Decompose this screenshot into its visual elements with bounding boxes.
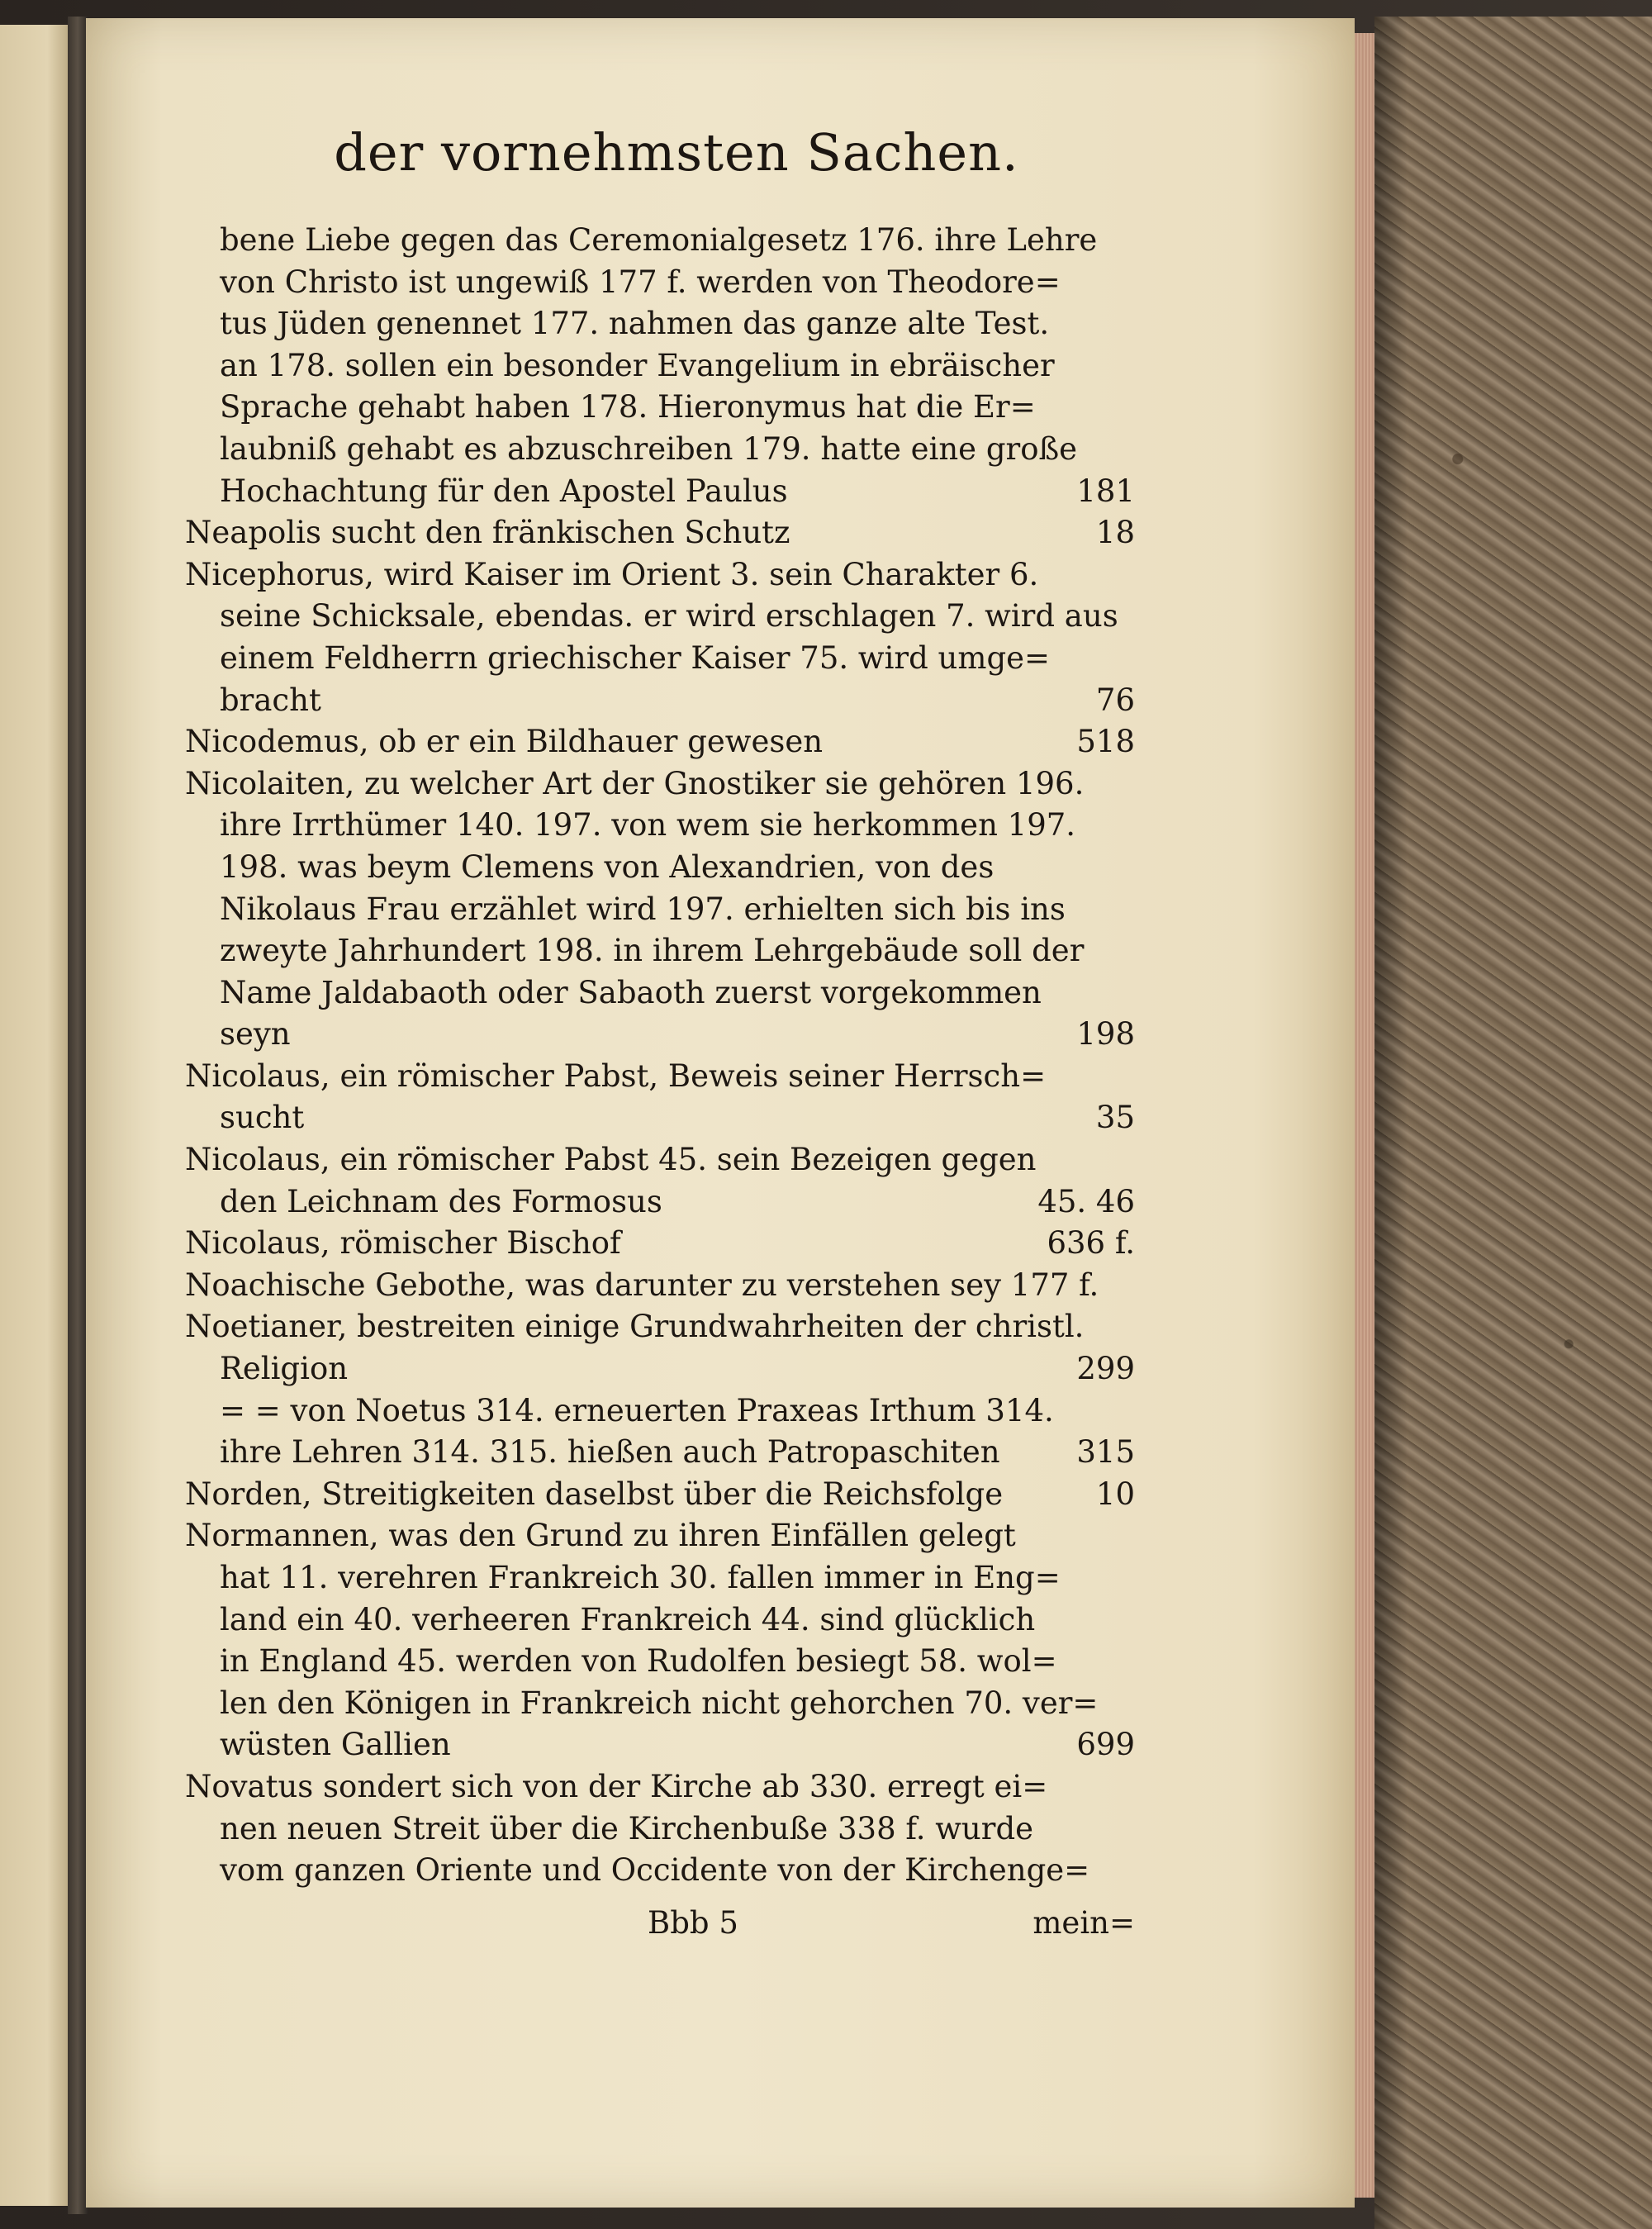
index-line bbox=[185, 262, 1135, 304]
index-line-text: zweyte Jahrhundert 198. in ihrem Lehrgebäude soll der bbox=[220, 933, 1085, 969]
index-line-text: den Leichnam des Formosus bbox=[220, 1183, 662, 1219]
index-line bbox=[185, 1348, 1135, 1390]
index-line bbox=[185, 1557, 1135, 1599]
index-line-text: wüsten Gallien bbox=[220, 1727, 451, 1763]
index-line-text: an 178. sollen ein besonder Evangelium in ebräischer bbox=[220, 347, 1055, 383]
index-line-text: laubniß gehabt es abzuschreiben 179. hatte eine große bbox=[220, 430, 1078, 467]
page-reference: 699 bbox=[1076, 1727, 1135, 1763]
index-line bbox=[185, 345, 1135, 387]
page-footer bbox=[185, 1899, 1135, 1948]
index-line-text: Name Jaldabaoth oder Sabaoth zuerst vorgekommen bbox=[220, 974, 1042, 1010]
page-reference: 45. 46 bbox=[1037, 1183, 1135, 1219]
index-line-text: bracht bbox=[220, 682, 321, 718]
index-line-text: Neapolis sucht den fränkischen Schutz bbox=[185, 515, 790, 551]
index-line bbox=[185, 1474, 1135, 1516]
index-line bbox=[185, 1223, 1135, 1265]
index-line bbox=[185, 512, 1135, 554]
book-gutter bbox=[68, 17, 88, 2214]
index-line bbox=[185, 1390, 1135, 1433]
index-line-text: tus Jüden genennet 177. nahmen das ganze alte Test. bbox=[220, 306, 1050, 342]
index-line-text: Noetianer, bestreiten einige Grundwahrheiten der christl. bbox=[185, 1309, 1085, 1345]
index-line-text: nen neuen Streit über die Kirchenbuße 338 f. wurde bbox=[220, 1810, 1034, 1846]
index-line bbox=[185, 1808, 1135, 1851]
book-cover bbox=[1374, 17, 1652, 2229]
index-line-text: Norden, Streitigkeiten daselbst über die Reichsfolge bbox=[185, 1476, 1004, 1512]
index-line bbox=[185, 429, 1135, 471]
index-line-text: seyn bbox=[220, 1016, 291, 1053]
page-block-edge bbox=[1355, 33, 1374, 2198]
index-line bbox=[185, 1850, 1135, 1892]
index-line bbox=[185, 1599, 1135, 1642]
page-reference: 518 bbox=[1076, 724, 1135, 760]
index-line bbox=[185, 680, 1135, 722]
index-line-text: bene Liebe gegen das Ceremonialgesetz 176. ihre Lehre bbox=[220, 222, 1098, 258]
page-reference: 18 bbox=[1095, 515, 1135, 551]
index-line bbox=[185, 596, 1135, 638]
index-line bbox=[185, 972, 1135, 1015]
index-line-text: sucht bbox=[220, 1100, 305, 1136]
page-reference: 315 bbox=[1076, 1434, 1135, 1471]
index-line bbox=[185, 1056, 1135, 1098]
index-line-text: Hochachtung für den Apostel Paulus bbox=[220, 473, 788, 509]
catchword: mein= bbox=[1032, 1904, 1135, 1941]
index-line-text: Nikolaus Frau erzählet wird 197. erhielten sich bis ins bbox=[220, 891, 1066, 927]
index-line bbox=[185, 1097, 1135, 1139]
index-line bbox=[185, 1766, 1135, 1808]
index-line-text: = = von Noetus 314. erneuerten Praxeas Irthum 314. bbox=[220, 1392, 1054, 1428]
index-line-text: vom ganzen Oriente und Occidente von der Kirchenge= bbox=[220, 1852, 1090, 1889]
page-reference: 10 bbox=[1095, 1476, 1135, 1512]
index-line-text: von Christo ist ungewiß 177 f. werden von Theodore= bbox=[220, 264, 1061, 300]
index-line-text: Nicolaus, ein römischer Pabst 45. sein Bezeigen gegen bbox=[185, 1142, 1037, 1178]
index-line bbox=[185, 847, 1135, 889]
index-line-text: 198. was beym Clemens von Alexandrien, von des bbox=[220, 848, 995, 885]
index-line-text: Religion bbox=[220, 1351, 349, 1387]
index-line-text: Noachische Gebothe, was darunter zu verstehen sey 177 f. bbox=[185, 1267, 1099, 1303]
index-line-text: Sprache gehabt haben 178. Hieronymus hat die Er= bbox=[220, 389, 1036, 425]
page-reference: 299 bbox=[1076, 1351, 1135, 1387]
running-header: der vornehmsten Sachen. bbox=[334, 122, 1019, 183]
index-line bbox=[185, 889, 1135, 931]
index-line-text: len den Königen in Frankreich nicht gehorchen 70. ver= bbox=[220, 1685, 1099, 1721]
page-reference: 198 bbox=[1076, 1016, 1135, 1053]
index-line bbox=[185, 554, 1135, 596]
index-line-text: Nicephorus, wird Kaiser im Orient 3. sein Charakter 6. bbox=[185, 556, 1039, 592]
index-line-text: Nicolaus, ein römischer Pabst, Beweis seiner Herrsch= bbox=[185, 1057, 1047, 1094]
index-line bbox=[185, 805, 1135, 847]
index-line-text: Novatus sondert sich von der Kirche ab 330. erregt ei= bbox=[185, 1768, 1048, 1804]
index-line bbox=[185, 1641, 1135, 1683]
previous-page-edge bbox=[0, 25, 70, 2206]
index-line bbox=[185, 1306, 1135, 1348]
index-line bbox=[185, 763, 1135, 806]
index-line bbox=[185, 1139, 1135, 1181]
index-line bbox=[185, 1724, 1135, 1766]
index-line bbox=[185, 1515, 1135, 1557]
index-line bbox=[185, 303, 1135, 345]
index-line bbox=[185, 1014, 1135, 1056]
cover-shadow bbox=[1374, 17, 1408, 2229]
page-reference: 35 bbox=[1095, 1100, 1135, 1136]
index-line-text: hat 11. verehren Frankreich 30. fallen immer in Eng= bbox=[220, 1560, 1061, 1595]
index-text-block bbox=[185, 116, 1135, 1948]
index-line bbox=[185, 930, 1135, 972]
index-line bbox=[185, 471, 1135, 513]
index-line-text: land ein 40. verheeren Frankreich 44. sind glücklich bbox=[220, 1601, 1036, 1637]
index-line-text: ihre Lehren 314. 315. hießen auch Patropaschiten bbox=[220, 1434, 1000, 1471]
index-line bbox=[185, 387, 1135, 429]
index-lines bbox=[185, 220, 1135, 1892]
index-line-text: Nicodemus, ob er ein Bildhauer gewesen bbox=[185, 724, 824, 760]
signature-mark: Bbb 5 bbox=[648, 1904, 738, 1941]
index-line-text: Normannen, was den Grund zu ihren Einfällen gelegt bbox=[185, 1518, 1016, 1554]
index-line-text: einem Feldherrn griechischer Kaiser 75. wird umge= bbox=[220, 639, 1051, 676]
index-line bbox=[185, 220, 1135, 262]
index-line bbox=[185, 638, 1135, 680]
index-line bbox=[185, 1432, 1135, 1474]
index-line-text: seine Schicksale, ebendas. er wird erschlagen 7. wird aus bbox=[220, 598, 1118, 634]
index-line bbox=[185, 1265, 1135, 1307]
page-reference: 636 f. bbox=[1047, 1225, 1135, 1262]
index-line bbox=[185, 1683, 1135, 1725]
index-line-text: Nicolaus, römischer Bischof bbox=[185, 1225, 621, 1262]
index-line-text: in England 45. werden von Rudolfen besiegt 58. wol= bbox=[220, 1643, 1057, 1680]
page-reference: 76 bbox=[1095, 682, 1135, 718]
index-line-text: Nicolaiten, zu welcher Art der Gnostiker sie gehören 196. bbox=[185, 765, 1085, 801]
index-line bbox=[185, 1181, 1135, 1224]
page-reference: 181 bbox=[1076, 473, 1135, 509]
index-line-text: ihre Irrthümer 140. 197. von wem sie herkommen 197. bbox=[220, 807, 1076, 844]
index-line bbox=[185, 721, 1135, 763]
